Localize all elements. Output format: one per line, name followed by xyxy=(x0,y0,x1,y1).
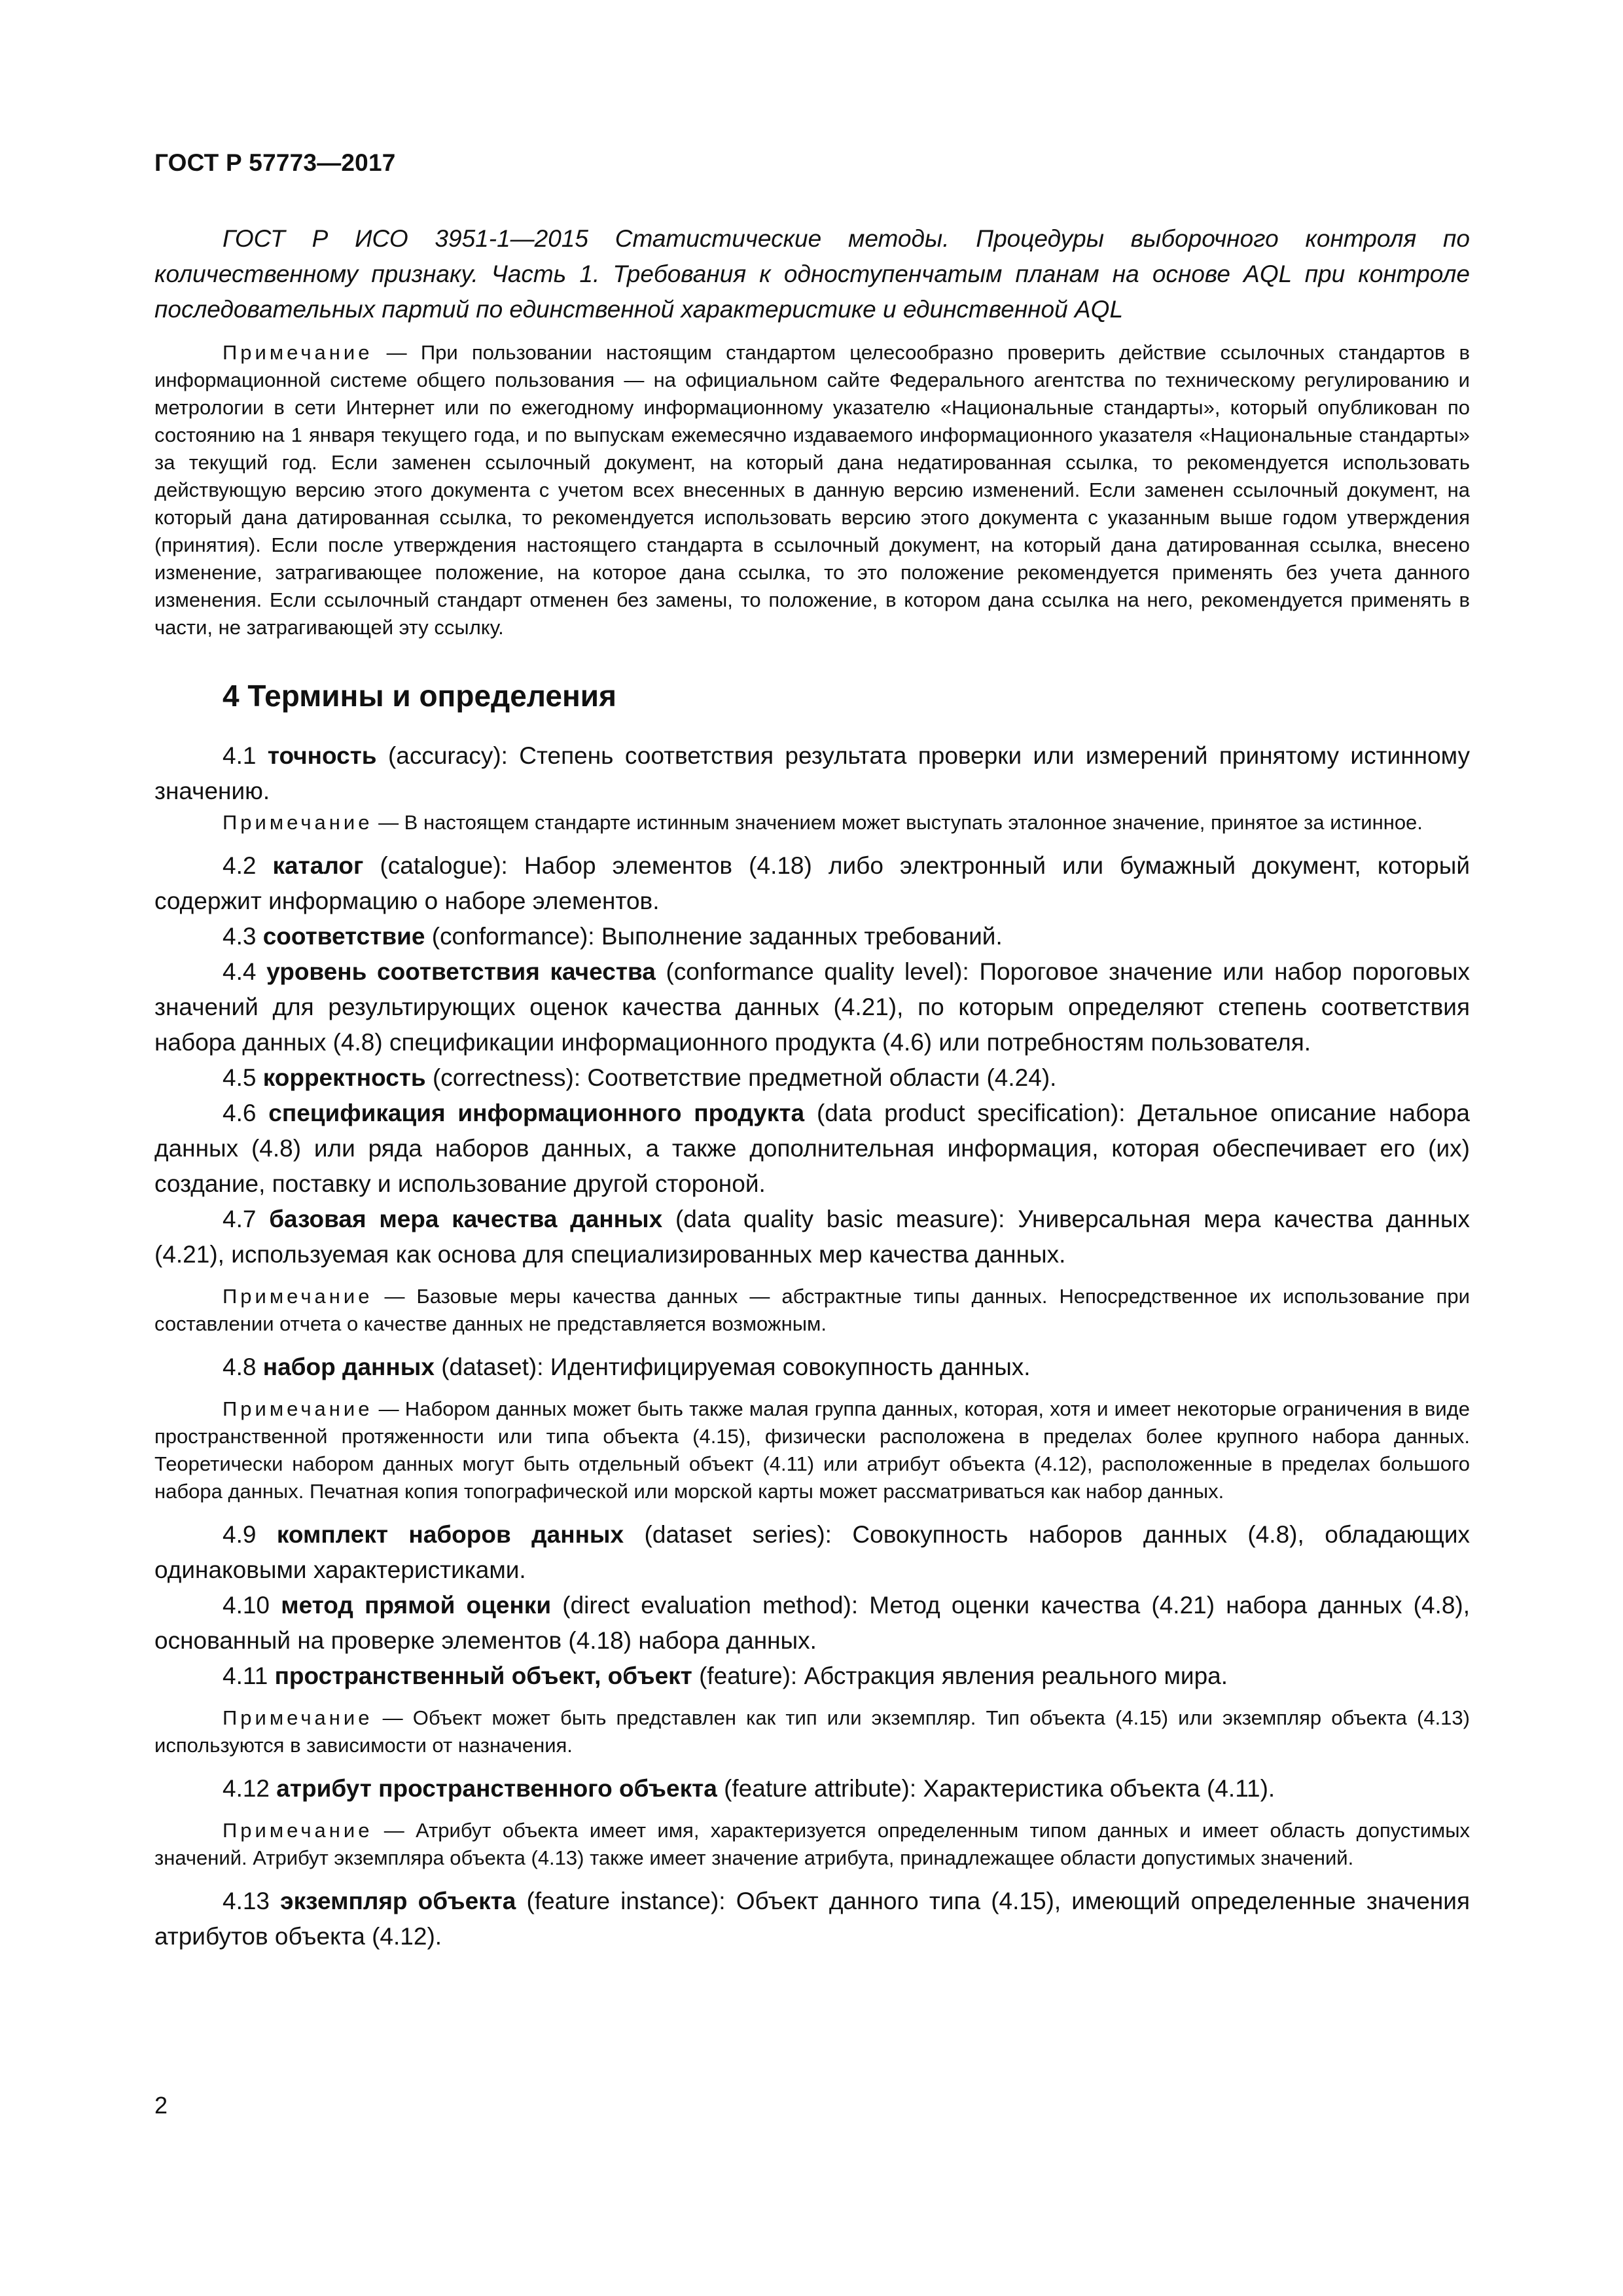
term-4-3 xyxy=(154,919,1470,954)
term-number: 4.11 xyxy=(223,1662,268,1689)
term-name: уровень соответствия качества xyxy=(266,958,656,985)
page-content xyxy=(154,221,1470,1954)
term-number: 4.7 xyxy=(223,1206,257,1232)
note-4-1 xyxy=(154,809,1470,836)
term-definition: (feature attribute): Характеристика объекта (4.11). xyxy=(717,1775,1275,1802)
note-4-8 xyxy=(154,1395,1470,1505)
term-4-2 xyxy=(154,848,1470,919)
term-name: базовая мера качества данных xyxy=(269,1206,663,1232)
term-4-1 xyxy=(154,738,1470,809)
term-number: 4.6 xyxy=(223,1100,257,1126)
term-definition: (accuracy): Степень соответствия результата проверки или измерений принятому истинному значению. xyxy=(154,742,1471,804)
term-name: метод прямой оценки xyxy=(281,1592,552,1619)
note-4-11 xyxy=(154,1704,1470,1759)
note-4-12 xyxy=(154,1817,1470,1872)
term-definition: (dataset series): Совокупность наборов данных (4.8), обладающих одинаковыми характеристиками. xyxy=(154,1521,1470,1583)
term-definition: (dataset): Идентифицируемая совокупность данных. xyxy=(434,1354,1031,1380)
term-4-8 xyxy=(154,1350,1470,1385)
term-name: точность xyxy=(267,742,377,769)
term-definition: (conformance): Выполнение заданных требований. xyxy=(425,923,1003,950)
note-label: Примечание xyxy=(223,1285,373,1308)
term-4-5 xyxy=(154,1060,1470,1096)
term-number: 4.13 xyxy=(223,1888,270,1914)
note-label: Примечание xyxy=(223,1706,373,1729)
note-text: — При пользовании настоящим стандартом целесообразно проверить действие ссылочных стандартов в информационной системе общего пользования — на официальном сайте Федерального агентства по техническому регулированию и метрологии в сети Интернет или по ежегодному информационному указателю «Национальные стандарты», который опубликован по состоянию на 1 января текущего года, и по выпускам ежемесячно издаваемого информационного указателя «Национальные стандарты» за текущий год. Если заменен ссылочный документ, на который дана недатированная ссылка, то рекомендуется использовать действующую версию этого документа с учетом всех внесенных в данную версию изменений. Если заменен ссылочный документ, на который дана датированная ссылка, то рекомендуется использовать версию этого документа с указанным выше годом утверждения (принятия). Если после утверждения настоящего стандарта в ссылочный документ, на который дана датированная ссылка, внесено изменение, затрагивающее положение, на которое дана ссылка, то это положение рекомендуется применять без учета данного изменения. Если ссылочный стандарт отменен без замены, то положение, в котором дана ссылка на него, рекомендуется применять в части, не затрагивающей эту ссылку. xyxy=(154,341,1470,639)
term-name: набор данных xyxy=(262,1354,435,1380)
normative-reference: ГОСТ Р ИСО 3951-1—2015 Статистические методы. Процедуры выборочного контроля по количественному признаку. Часть 1. Требования к одноступенчатым планам на основе AQL при контроле последовательных партий по единственной характеристике и единственной AQL xyxy=(154,225,1470,323)
term-number: 4.3 xyxy=(223,923,257,950)
term-4-11 xyxy=(154,1659,1470,1694)
note-references xyxy=(154,339,1470,641)
term-number: 4.8 xyxy=(223,1354,257,1380)
term-name: экземпляр объекта xyxy=(280,1888,516,1914)
note-text: — В настоящем стандарте истинным значением может выступать эталонное значение, принятое за истинное. xyxy=(378,811,1423,834)
term-4-9 xyxy=(154,1517,1470,1588)
note-text: — Объект может быть представлен как тип или экземпляр. Тип объекта (4.15) или экземпляр объекта (4.13) используются в зависимости от назначения. xyxy=(154,1706,1470,1757)
term-name: спецификация информационного продукта xyxy=(268,1100,805,1126)
term-definition: (data product specification): Детальное описание набора данных (4.8) или ряда наборов данных, а также дополнительная информация, которая обеспечивает его (их) создание, поставку и использование другой стороной. xyxy=(154,1100,1471,1197)
term-name: пространственный объект, объект xyxy=(274,1662,692,1689)
section-title: 4 Термины и определения xyxy=(223,679,616,713)
term-definition: (feature instance): Объект данного типа (4.15), имеющий определенные значения атрибутов объекта (4.12). xyxy=(154,1888,1471,1950)
term-definition: (correctness): Соответствие предметной области (4.24). xyxy=(425,1064,1057,1091)
term-definition: (feature): Абстракция явления реального мира. xyxy=(692,1662,1228,1689)
note-text: — Атрибут объекта имеет имя, характеризуется определенным типом данных и имеет область допустимых значений. Атрибут экземпляра объекта (4.13) также имеет значение атрибута, принадлежащее области допустимых значений. xyxy=(154,1819,1470,1869)
note-label: Примечание xyxy=(223,1397,373,1420)
term-number: 4.10 xyxy=(223,1592,270,1619)
note-label: Примечание xyxy=(223,1819,373,1842)
term-name: корректность xyxy=(262,1064,426,1091)
term-name: каталог xyxy=(272,852,364,879)
term-number: 4.5 xyxy=(223,1064,257,1091)
term-name: комплект наборов данных xyxy=(276,1521,624,1548)
term-definition: (data quality basic measure): Универсальная мера качества данных (4.21), используемая как основа для специализированных мер качества данных. xyxy=(154,1206,1471,1268)
note-text: — Базовые меры качества данных — абстрактные типы данных. Непосредственное их использование при составлении отчета о качестве данных не представляется возможным. xyxy=(154,1285,1470,1335)
term-4-13 xyxy=(154,1884,1470,1954)
term-number: 4.4 xyxy=(223,958,257,985)
note-label: Примечание xyxy=(223,811,373,834)
standard-code-header: ГОСТ Р 57773—2017 xyxy=(154,149,396,176)
term-number: 4.9 xyxy=(223,1521,257,1548)
term-definition: (conformance quality level): Пороговое значение или набор пороговых значений для результирующих оценок качества данных (4.21), по которым определяют степень соответствия набора данных (4.8) спецификации информационного продукта (4.6) или потребностям пользователя. xyxy=(154,958,1470,1056)
term-definition: (direct evaluation method): Метод оценки качества (4.21) набора данных (4.8), основанный на проверке элементов (4.18) набора данных. xyxy=(154,1592,1471,1654)
term-number: 4.2 xyxy=(223,852,257,879)
term-number: 4.1 xyxy=(223,742,257,769)
note-text: — Набором данных может быть также малая группа данных, которая, хотя и имеет некоторые ограничения в виде пространственной протяженности или типа объекта (4.15), физически расположена в пределах более крупного набора данных. Теоретически набором данных могут быть отдельный объект (4.11) или атрибут объекта (4.12), расположенные в пределах большого набора данных. Печатная копия топографической или морской карты может рассматриваться как набор данных. xyxy=(154,1397,1470,1503)
term-number: 4.12 xyxy=(223,1775,270,1802)
term-name: соответствие xyxy=(262,923,425,950)
term-4-7 xyxy=(154,1202,1470,1272)
term-definition: (catalogue): Набор элементов (4.18) либо электронный или бумажный документ, который содержит информацию о наборе элементов. xyxy=(154,852,1471,914)
note-4-7 xyxy=(154,1283,1470,1338)
term-4-4 xyxy=(154,954,1470,1060)
note-label: Примечание xyxy=(223,341,373,364)
page-number: 2 xyxy=(154,2092,168,2119)
term-4-12 xyxy=(154,1771,1470,1806)
term-name: атрибут пространственного объекта xyxy=(276,1775,717,1802)
term-4-6 xyxy=(154,1096,1470,1202)
term-4-10 xyxy=(154,1588,1470,1659)
